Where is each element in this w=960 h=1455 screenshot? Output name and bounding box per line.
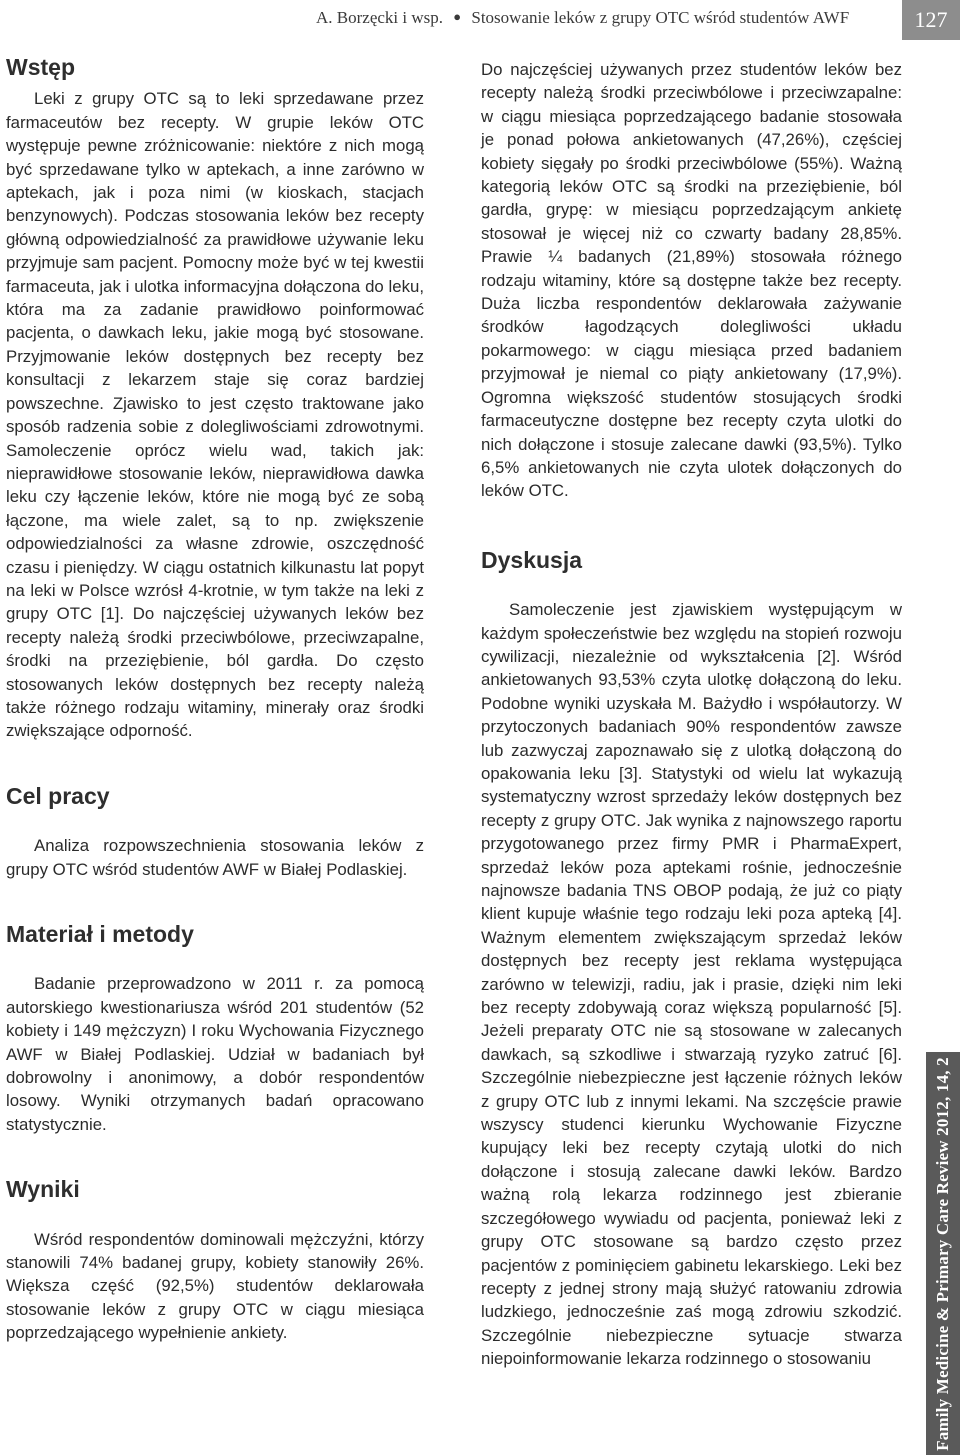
section-heading-wstep: Wstęp <box>6 54 75 80</box>
left-column <box>6 56 424 1345</box>
paragraph-wstep: Leki z grupy OTC są to leki sprzedawane przez farmaceutów bez recepty. W grupie leków OTC występuje pewne zróżnicowanie: niektóre z nich mogą być sprzedawane tylko w aptekach, a inne zarówno w aptekach, jak i poza nimi (w kioskach, stacjach benzynowych). Podczas stosowania leków bez recepty główną odpowiedzialność za prawidłowe używanie leku przyjmuje sam pacjent. Pomocny może być w tej kwestii farmaceuta, jak i ulotka informacyjna dołączona do leku, która ma za zadanie prawidłowo poinformować pacjenta, o dawkach leku, jakie mogą być stosowane. Przyjmowanie leków dostępnych bez recepty bez konsultacji z lekarzem staje się coraz bardziej powszechne. Zjawisko to jest często traktowane jako sposób radzenia sobie z dolegliwościami zdrowotnymi. Samoleczenie oprócz wielu wad, takich jak: nieprawidłowe stosowanie leków, nieprawidłowa dawka leku czy łączenie leków, które nie mogą być ze sobą łączone, ma wiele zalet, są to np. zwiększenie odpowiedzialności za własne zdrowie, oszczędność czasu i pieniędzy. W ciągu ostatnich kilkunastu lat popyt na leki w Polsce wzrósł 4-krotnie, w tym także na leki z grupy OTC [1]. Do najczęściej używanych leków bez recepty należą środki przeciwbólowe, przeciwzapalne, środki na przeziębienie, ból gardła. Do często stosowanych leków dostępnych bez recepty należą także różnego rodzaju witaminy, minerały oraz środki zwiększające odporność. <box>6 89 424 741</box>
journal-side-tab <box>926 1052 960 1455</box>
paragraph-material: Badanie przeprowadzono w 2011 r. za pomocą autorskiego kwestionariusza wśród 201 studentów (52 kobiety i 149 mężczyzn) I roku Wychowania Fizycznego AWF w Białej Podlaskiej. Udział w badaniach był dobrowolny i anonimowy, a dobór respondentów losowy. Wyniki otrzymanych badań opracowano statystycznie. <box>6 974 424 1134</box>
header-authors: A. Borzęcki i wsp. <box>316 8 444 27</box>
paragraph-dyskusja: Samoleczenie jest zjawiskiem występującym w każdym społeczeństwie bez względu na stopień rozwoju cywilizacji, niezależnie od wykształcenia [2]. Wśród ankietowanych 93,53% czyta ulotkę dołączoną do leku. Podobne wyniki uzyskała M. Bażydło i współautorzy. W przytoczonych badaniach 90% respondentów zawsze lub zazwyczaj zapoznawało się z ulotką dołączoną do opakowania leku [3]. Statystyki od wielu lat wykazują systematyczny wzrost sprzedaży leków dostępnych bez recepty z grupy OTC. Jak wynika z najnowszego raportu przygotowanego przez firmy PMR i PharmaExpert, sprzedaż leków poza aptekami rośnie, jednocześnie najnowsze badania TNS OBOP podają, że już co piąty klient kupuje właśnie tego rodzaju leki poza apteką [4]. Ważnym elementem zwiększającym sprzedaż leków dostępnych bez recepty jest reklama występująca zarówno w telewizji, radiu, jak i prasie, dzięki nim leki bez recepty zdobywają coraz większą popularność [5]. Jeżeli preparaty OTC nie są stosowane w zalecanych dawkach, są szkodliwe i stwarzają ryzyko zatruć [6]. Szczególnie niebezpieczne jest łączenie różnych leków z grupy OTC lub z innymi lekami. Na szczęście prawie wszyscy studenci kierunku Wychowanie Fizyczne kupujący leki bez recepty czytają ulotki do nich dołączone i stosują zalecane dawki leków. Bardzo ważną rolą lekarza rodzinnego jest zbieranie szczegółowego wywiadu od pacjenta, ponieważ leki z grupy OTC stosowane są bardzo często przez pacjentów z pominięciem gabinetu lekarskiego. Leki bez recepty z jednej strony mają służyć ratowaniu zdrowia ludzkiego, jednocześnie zaś mogą zdrowiu szkodzić. Szczególnie niebezpieczne sytuacje stwarza niepoinformowanie lekarza rodzinnego o stosowaniu <box>481 600 902 1369</box>
bullet-icon: ● <box>453 9 462 24</box>
paragraph-wyniki: Wśród respondentów dominowali mężczyźni, którzy stanowili 74% badanej grupy, kobiety stanowiły 26%. Większa część (92,5%) studentów deklarowała stosowanie leków z grupy OTC w ciągu miesiąca poprzedzającego wypełnienie ankiety. <box>6 1229 424 1343</box>
section-heading-material: Materiał i metody <box>6 921 194 947</box>
section-heading-wyniki: Wyniki <box>6 1176 80 1203</box>
header-title: Stosowanie leków z grupy OTC wśród studentów AWF <box>471 8 850 27</box>
section-heading-cel-pracy: Cel pracy <box>6 782 110 809</box>
section-heading-dyskusja: Dyskusja <box>481 546 583 573</box>
running-header-text <box>316 8 896 28</box>
right-column <box>481 58 902 1371</box>
paragraph-cel-pracy: Analiza rozpowszechnienia stosowania leków z grupy OTC wśród studentów AWF w Białej Podlaskiej. <box>6 836 424 879</box>
running-header <box>0 0 960 40</box>
journal-citation: Family Medicine & Primary Care Review 2012, 14, 2 <box>933 1056 952 1451</box>
paragraph-wyniki-continued: Do najczęściej używanych przez studentów leków bez recepty należą środki przeciwbólowe i przeciwzapalne: w ciągu miesiąca poprzedzającego badanie stosowała je ponad połowa ankietowanych (47,26%), częściej kobiety sięgały po środki przeciwbólowe (55%). Ważną kategorią leków OTC są środki na przeziębienie, ból gardła, grypę: w miesiącu poprzedzającym ankietę stosował je więcej niż co czwarty badany 28,85%. Prawie ¼ badanych (21,89%) stosowała różnego rodzaju witaminy, które są dostępne także bez recepty. Duża liczba respondentów deklarowała zażywanie środków łagodzących dolegliwości układu pokarmowego: w ciągu miesiąca przed badaniem przyjmował je niemal co piąty ankietowany (17,9%). Ogromna większość studentów stosujących środki farmaceutyczne dostępne bez recepty czyta ulotki do nich dołączone i stosuje zalecane dawki (93,5%). Tylko 6,5% ankietowanych nie czyta ulotek dołączonych do leków OTC. <box>481 60 902 501</box>
page-number: 127 <box>902 0 960 40</box>
